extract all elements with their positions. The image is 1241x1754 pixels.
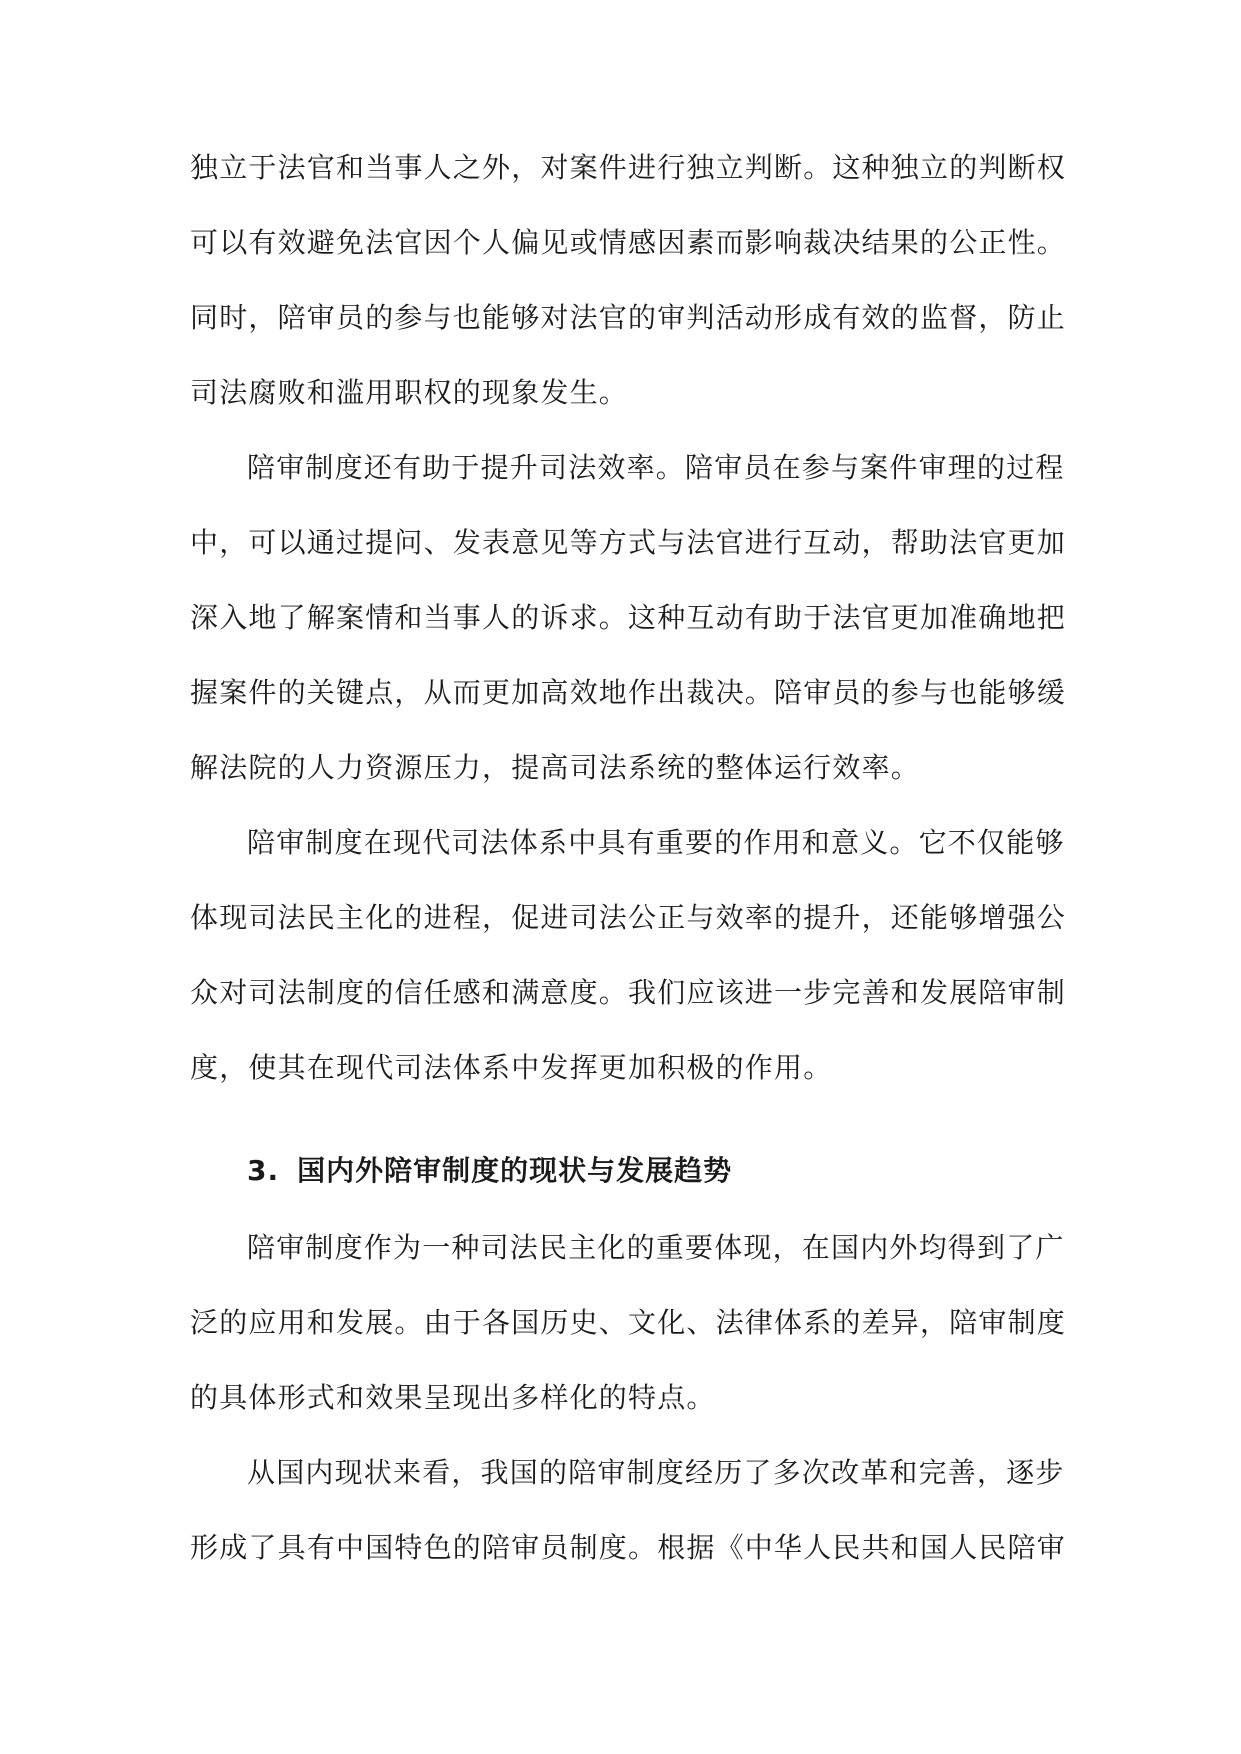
text-line: 司法腐败和滥用职权的现象发生。 xyxy=(190,376,629,409)
text-line: 体现司法民主化的进程，促进司法公正与效率的提升，还能够增强公 xyxy=(190,901,1067,934)
text-line: 中，可以通过提问、发表意见等方式与法官进行互动，帮助法官更加 xyxy=(190,526,1067,559)
text-line: 握案件的关键点，从而更加高效地作出裁决。陪审员的参与也能够缓 xyxy=(190,676,1067,709)
text-line: 陪审制度在现代司法体系中具有重要的作用和意义。它不仅能够 xyxy=(247,826,1065,859)
text-line: 解法院的人力资源压力，提高司法系统的整体运行效率。 xyxy=(190,751,921,784)
section-heading xyxy=(247,1151,732,1191)
text-line: 陪审制度作为一种司法民主化的重要体现，在国内外均得到了广 xyxy=(247,1231,1065,1264)
text-line: 深入地了解案情和当事人的诉求。这种互动有助于法官更加准确地把 xyxy=(190,601,1067,634)
text-line: 同时，陪审员的参与也能够对法官的审判活动形成有效的监督，防止 xyxy=(190,301,1067,334)
text-line: 度，使其在现代司法体系中发挥更加积极的作用。 xyxy=(190,1051,833,1084)
text-line: 可以有效避免法官因个人偏见或情感因素而影响裁决结果的公正性。 xyxy=(190,226,1067,259)
text-line: 形成了具有中国特色的陪审员制度。根据《中华人民共和国人民陪审 xyxy=(190,1531,1067,1564)
section-number: 3. xyxy=(247,1154,280,1187)
text-line: 泛的应用和发展。由于各国历史、文化、法律体系的差异，陪审制度 xyxy=(190,1306,1067,1339)
text-line: 陪审制度还有助于提升司法效率。陪审员在参与案件审理的过程 xyxy=(247,451,1065,484)
text-line: 独立于法官和当事人之外，对案件进行独立判断。这种独立的判断权 xyxy=(190,151,1067,184)
text-line: 从国内现状来看，我国的陪审制度经历了多次改革和完善，逐步 xyxy=(247,1456,1065,1489)
text-line: 的具体形式和效果呈现出多样化的特点。 xyxy=(190,1381,716,1414)
text-line: 众对司法制度的信任感和满意度。我们应该进一步完善和发展陪审制 xyxy=(190,976,1067,1009)
section-title: 国内外陪审制度的现状与发展趋势 xyxy=(297,1154,733,1187)
